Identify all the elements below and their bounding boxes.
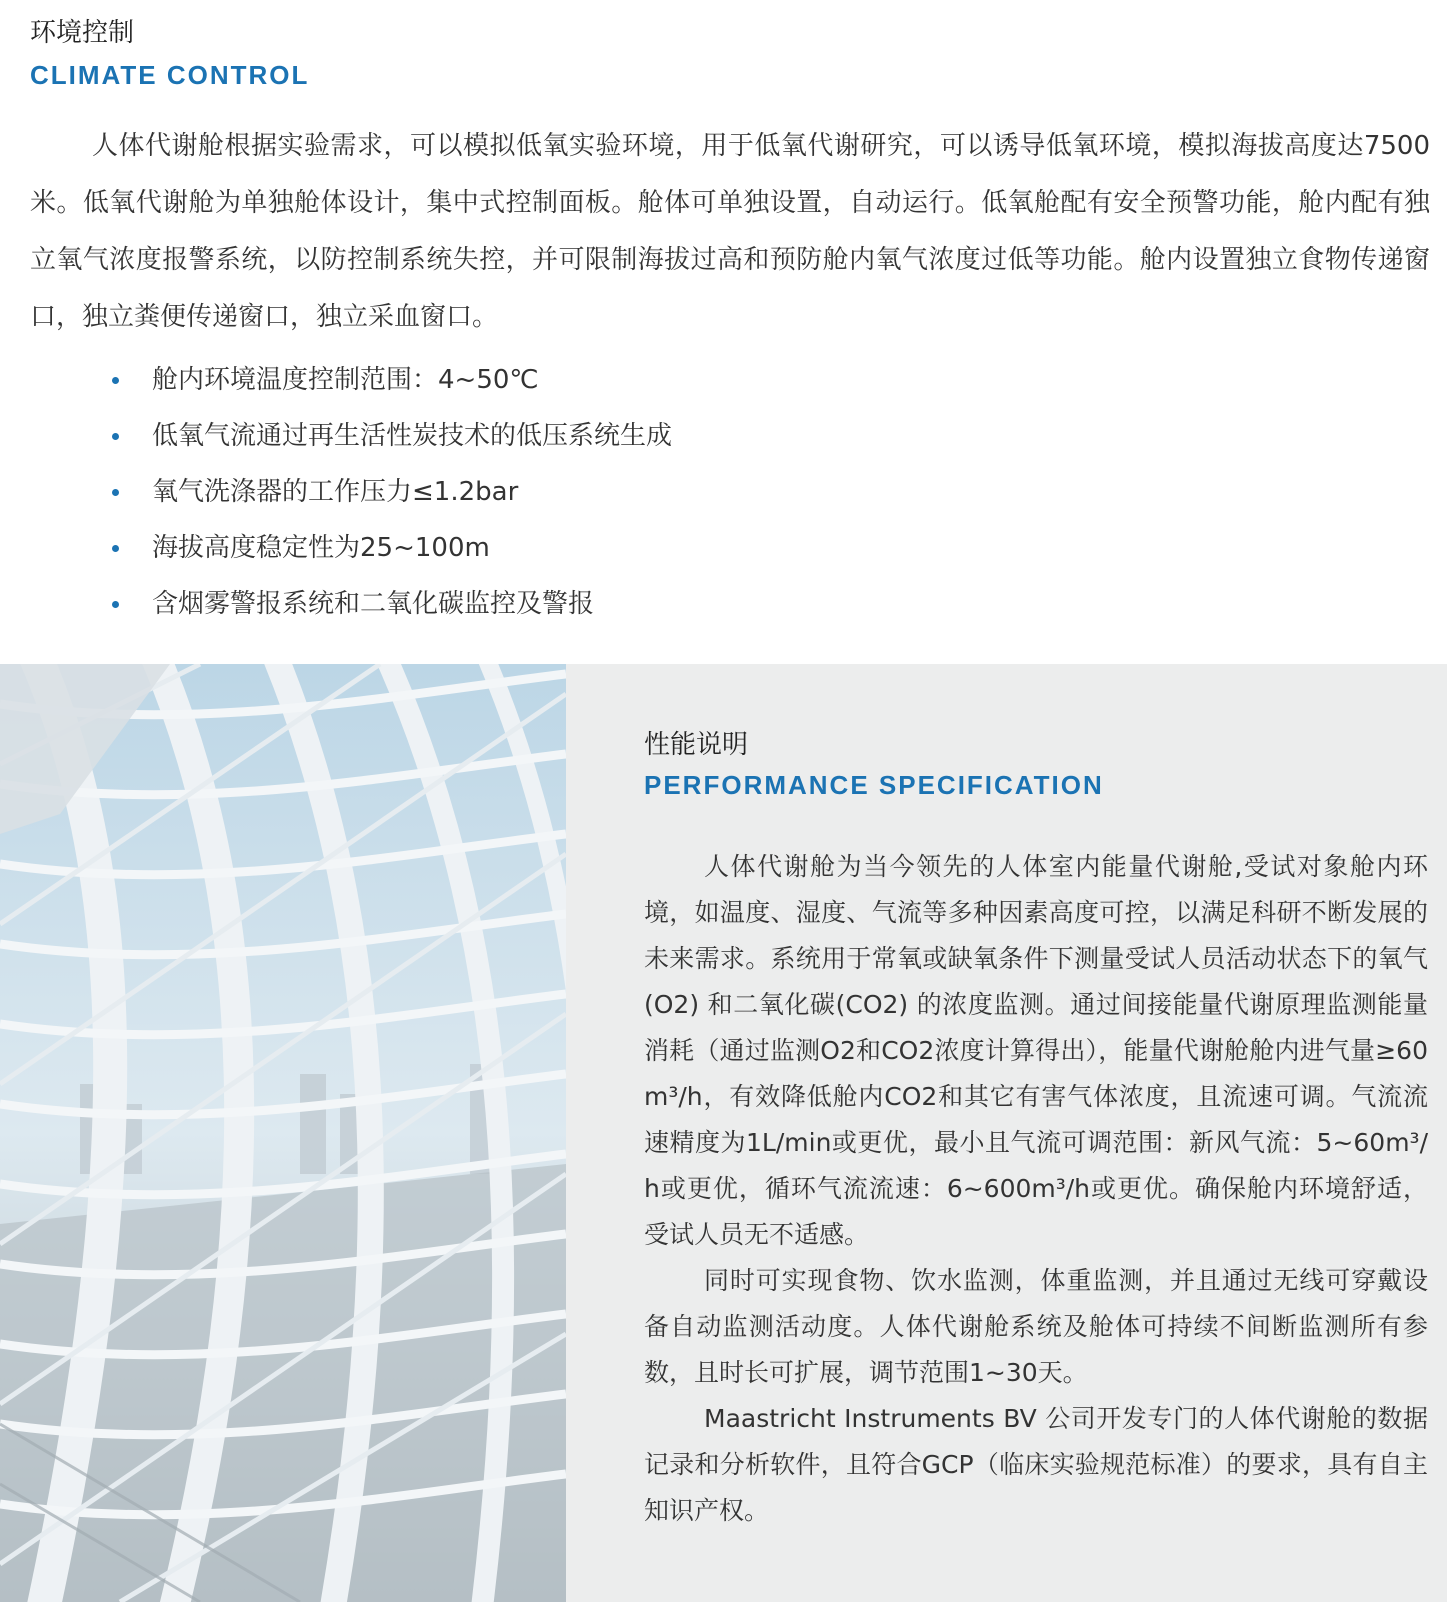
performance-paragraph: 同时可实现食物、饮水监测，体重监测，并且通过无线可穿戴设备自动监测活动度。人体代谢舱系统及舱体可持续不间断监测所有参数，且时长可扩展，调节范围1~30天。: [644, 1266, 1428, 1387]
performance-paragraph: 人体代谢舱为当今领先的人体室内能量代谢舱,受试对象舱内环境，如温度、湿度、气流等多种因素高度可控，以满足科研不断发展的未来需求。系统用于常氧或缺氧条件下测量受试人员活动状态下的氧气(O2) 和二氧化碳(CO2) 的浓度监测。通过间接能量代谢原理监测能量消耗（通过监测O2和CO2浓度计算得出），能量代谢舱舱内进气量≥60m³/h，有效降低舱内CO2和其它有害气体浓度，且流速可调。气流流速精度为1L/min或更优，最小且气流可调范围：新风气流：5~60m³/h或更优，循环气流流速：6~600m³/h或更优。确保舱内环境舒适，受试人员无不适感。: [644, 852, 1428, 1249]
bullet-dot-icon: [112, 433, 119, 440]
glass-roof-photo: [0, 664, 566, 1602]
bullet-dot-icon: [112, 601, 119, 608]
climate-title-en: CLIMATE CONTROL: [30, 60, 310, 90]
climate-paragraph: 人体代谢舱根据实验需求，可以模拟低氧实验环境，用于低氧代谢研究，可以诱导低氧环境，模拟海拔高度达7500米。低氧代谢舱为单独舱体设计，集中式控制面板。舱体可单独设置，自动运行。低氧舱配有安全预警功能，舱内配有独立氧气浓度报警系统，以防控制系统失控，并可限制海拔过高和预防舱内氧气浓度过低等功能。舱内设置独立食物传递窗口，独立粪便传递窗口，独立采血窗口。: [30, 131, 1430, 332]
performance-title-cn: 性能说明: [644, 730, 749, 760]
performance-title-en: PERFORMANCE SPECIFICATION: [644, 770, 1104, 800]
bullet-dot-icon: [112, 545, 119, 552]
performance-panel: [566, 664, 1447, 1602]
climate-control-section: 环境控制 CLIMATE CONTROL 人体代谢舱根据实验需求，可以模拟低氧实验环境，用于低氧代谢研究，可以诱导低氧环境，模拟海拔高度达7500米。低氧代谢舱为单独舱体设计，集中式控制面板。舱体可单独设置，自动运行。低氧舱配有安全预警功能，舱内配有独立氧气浓度报警系统，以防控制系统失控，并可限制海拔过高和预防舱内氧气浓度过低等功能。舱内设置独立食物传递窗口，独立粪便传递窗口，独立采血窗口。 舱内环境温度控制范围：4~50℃ 低氧气流通过再生活性炭技术的低压系统生成 氧气洗涤器的工作压力≤1.2bar 海拔高度稳定性为25~100m 含烟雾警报系统和二氧化碳监控及警报: [0, 0, 1447, 660]
performance-body: [644, 844, 1428, 1534]
performance-paragraph: Maastricht Instruments BV 公司开发专门的人体代谢舱的数据记录和分析软件，且符合GCP（临床实验规范标准）的要求，具有自主知识产权。: [644, 1404, 1428, 1525]
bullet-dot-icon: [112, 377, 119, 384]
bullet-dot-icon: [112, 489, 119, 496]
climate-title-cn: 环境控制: [30, 18, 135, 48]
glass-roof-illustration: [0, 664, 566, 1602]
